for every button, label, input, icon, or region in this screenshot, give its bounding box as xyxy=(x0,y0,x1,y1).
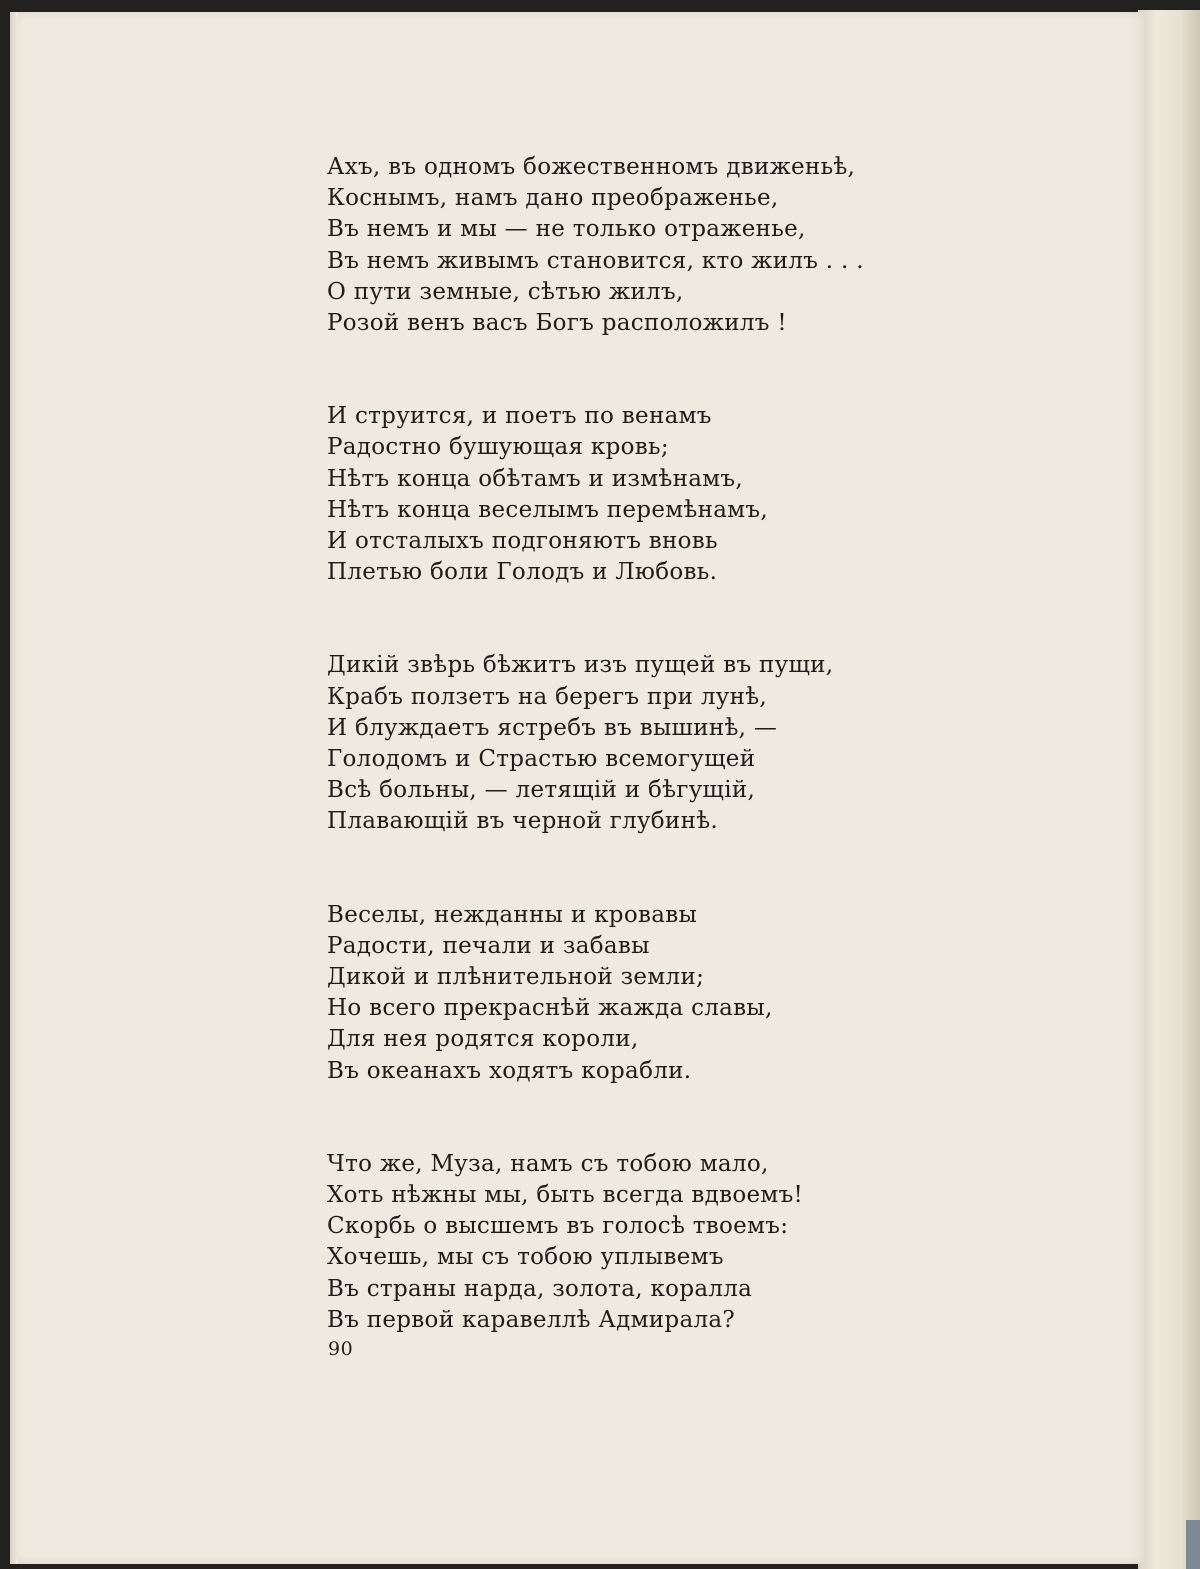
poem-line: Что же, Муза, намъ съ тобою мало, xyxy=(327,1150,769,1177)
poem-line: Плетью боли Голодъ и Любовь. xyxy=(327,559,718,586)
poem-line: Коснымъ, намъ дано преображенье, xyxy=(327,185,779,212)
stanza xyxy=(327,900,947,1087)
poem-line: Всѣ больны, — летящій и бѣгущій, xyxy=(327,777,756,804)
stanza xyxy=(327,401,947,588)
poem-line: Плавающій въ черной глубинѣ. xyxy=(327,808,718,835)
page-number: 90 xyxy=(328,1338,354,1360)
poem-line: Для нея родятся короли, xyxy=(327,1026,639,1053)
stanza xyxy=(327,152,947,339)
poem-line: И отсталыхъ подгоняютъ вновь xyxy=(327,528,718,555)
poem-line: Хочешь, мы съ тобою уплывемъ xyxy=(327,1244,724,1271)
poem xyxy=(327,152,947,1398)
poem-line: Скорбь о высшемъ въ голосѣ твоемъ: xyxy=(327,1213,789,1240)
poem-line: Голодомъ и Страстью всемогущей xyxy=(327,746,756,773)
poem-line: Въ немъ живымъ становится, кто жилъ . . . xyxy=(327,247,864,274)
poem-line: Веселы, нежданны и кровавы xyxy=(327,901,698,928)
poem-line: Дикій звѣрь бѣжитъ изъ пущей въ пущи, xyxy=(327,652,834,679)
poem-line: Нѣтъ конца веселымъ перемѣнамъ, xyxy=(327,496,768,523)
page-gutter xyxy=(10,12,18,1564)
poem-line: Дикой и плѣнительной земли; xyxy=(327,964,705,991)
stanza xyxy=(327,650,947,837)
scanner-edge xyxy=(1186,1520,1200,1569)
poem-line: Въ первой каравеллѣ Адмирала? xyxy=(327,1306,736,1333)
poem-line: И блуждаетъ ястребъ въ вышинѣ, — xyxy=(327,714,778,741)
poem-line: Радостно бушующая кровь; xyxy=(327,434,669,461)
page-stack-edge xyxy=(1138,10,1200,1569)
poem-line: Радости, печали и забавы xyxy=(327,932,650,959)
stanza xyxy=(327,1149,947,1336)
poem-line: И струится, и поетъ по венамъ xyxy=(327,403,712,430)
poem-line: Нѣтъ конца обѣтамъ и измѣнамъ, xyxy=(327,465,743,492)
poem-line: Розой венъ васъ Богъ расположилъ ! xyxy=(327,310,787,337)
poem-line: Хоть нѣжны мы, быть всегда вдвоемъ! xyxy=(327,1182,804,1209)
poem-line: Въ немъ и мы — не только отраженье, xyxy=(327,216,806,243)
poem-line: Крабъ ползетъ на берегъ при лунѣ, xyxy=(327,683,768,710)
poem-line: О пути земные, сѣтью жилъ, xyxy=(327,278,684,305)
poem-line: Ахъ, въ одномъ божественномъ движеньѣ, xyxy=(327,154,856,180)
poem-line: Но всего прекраснѣй жажда славы, xyxy=(327,995,773,1022)
poem-line: Въ океанахъ ходятъ корабли. xyxy=(327,1057,692,1084)
poem-line: Въ страны нарда, золота, коралла xyxy=(327,1275,753,1302)
